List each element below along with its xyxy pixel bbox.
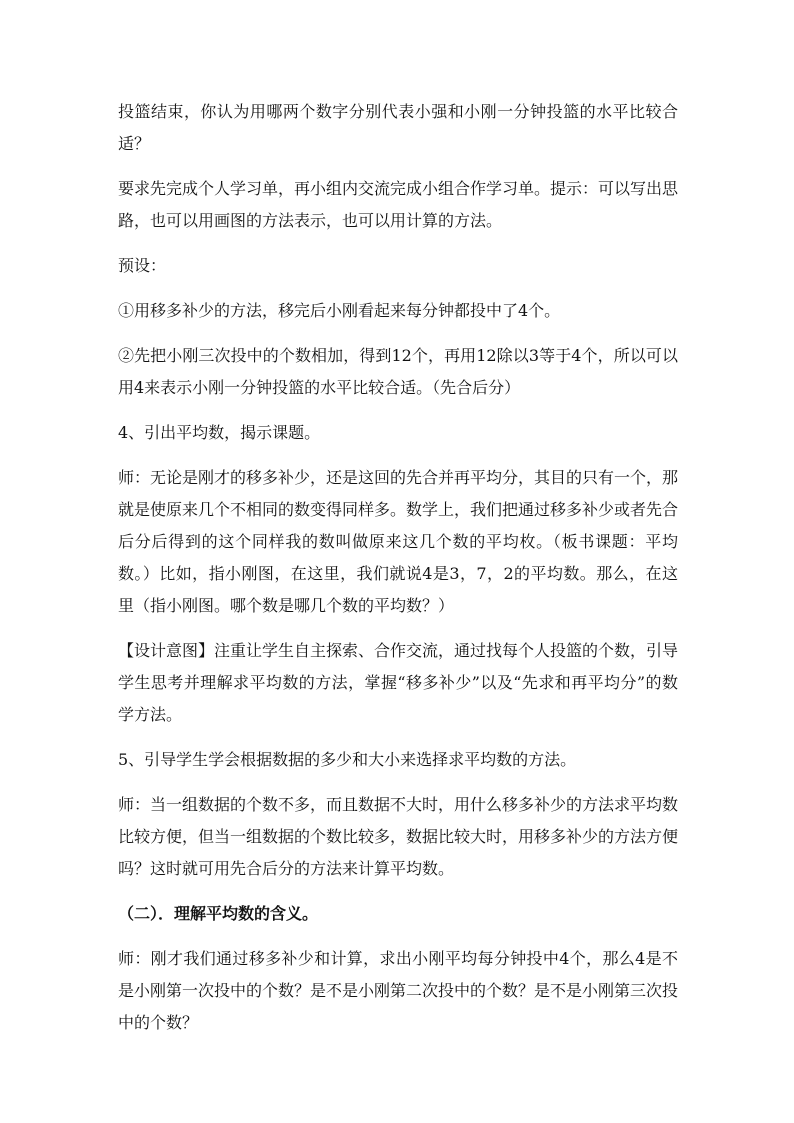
paragraph-step-4: 4、引出平均数，揭示课题。 <box>118 423 321 442</box>
paragraph-step-5: 5、引导学生学会根据数据的多少和大小来选择求平均数的方法。 <box>118 750 577 769</box>
paragraph-requirement: 要求先完成个人学习单，再小组内交流完成小组合作学习单。提示：可以写出思路，也可以用画图的方法表示，也可以用计算的方法。 <box>118 179 679 230</box>
paragraph-teacher-1: 师：无论是刚才的移多补少，还是这回的先合并再平均分，其目的只有一个，那就是使原来几个不相同的数变得同样多。数学上，我们把通过移多补少或者先合后分后得到的这个同样我的数叫做原来这几个数的平均枚。（板书课题：平均数。）比如，指小刚图，在这里，我们就说4是3，7，2的平均数。那么，在这里（指小刚图。哪个数是哪几个数的平均数？） <box>118 468 679 615</box>
document-body <box>118 96 678 1039</box>
paragraph-preset-2: ②先把小刚三次投中的个数相加，得到12个，再用12除以3等于4个，所以可以用4来表示小刚一分钟投篮的水平比较合适。（先合后分） <box>118 346 678 397</box>
paragraph-preset-label: 预设： <box>118 256 167 275</box>
paragraph-design-intent: 【设计意图】注重让学生自主探索、合作交流，通过找每个人投篮的个数，引导学生思考并理解求平均数的方法，掌握“移多补少”以及“先求和再平均分”的数学方法。 <box>118 641 679 724</box>
paragraph-question: 投篮结束，你认为用哪两个数字分别代表小强和小刚一分钟投篮的水平比较合适？ <box>118 102 678 153</box>
paragraph-teacher-2: 师：当一组数据的个数不多，而且数据不大时，用什么移多补少的方法求平均数比较方便，但当一组数据的个数比较多，数据比较大时，用移多补少的方法方便吗？这时就可用先合后分的方法来计算平均数。 <box>118 795 679 878</box>
paragraph-teacher-3: 师：刚才我们通过移多补少和计算，求出小刚平均每分钟投中4个，那么4是不是小刚第一次投中的个数？是不是小刚第二次投中的个数？是不是小刚第三次投中的个数？ <box>118 949 679 1032</box>
section-heading: （二）．理解平均数的含义。 <box>118 904 319 923</box>
paragraph-preset-1: ①用移多补少的方法，移完后小刚看起来每分钟都投中了4个。 <box>118 301 561 320</box>
